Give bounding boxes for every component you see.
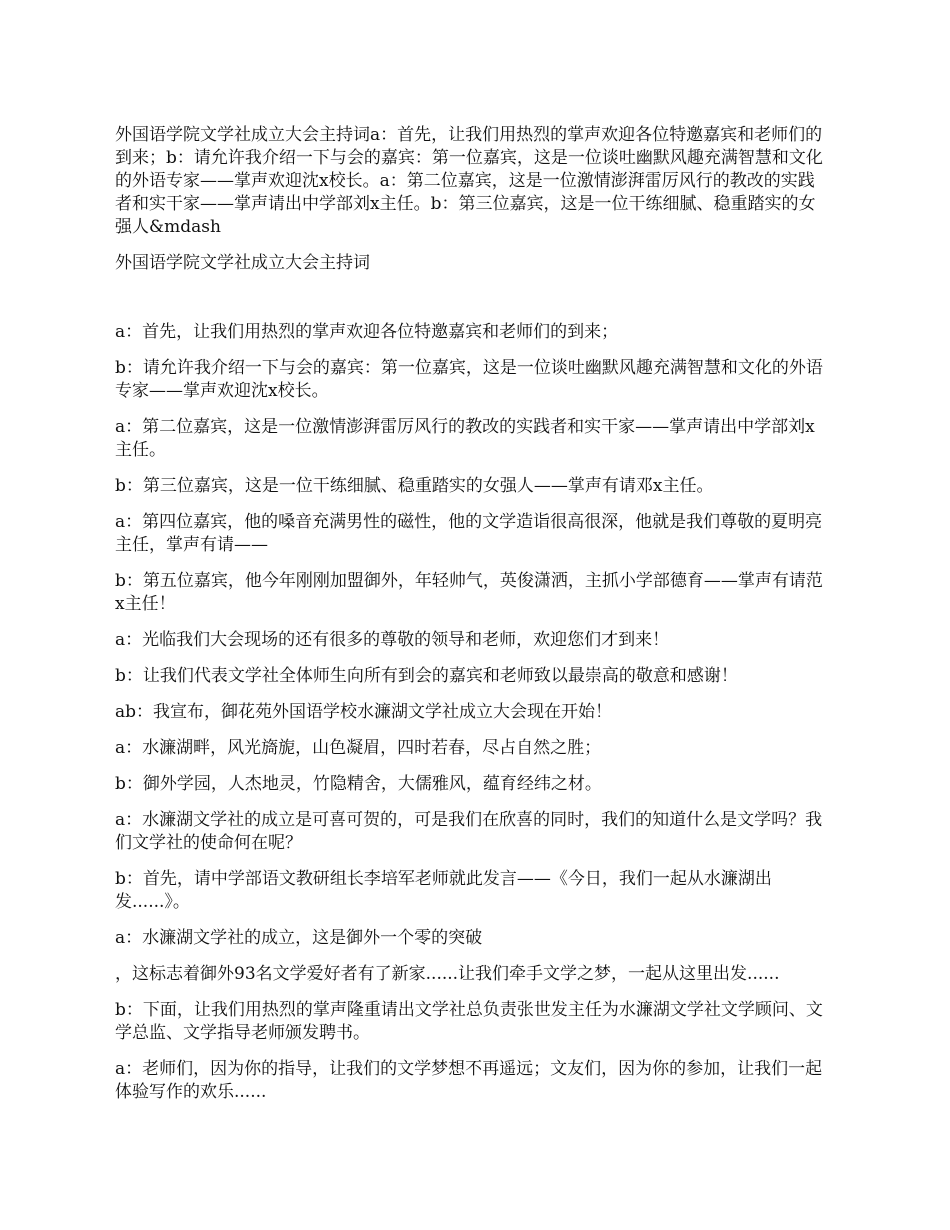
document-page (115, 124, 831, 1117)
paragraph: b：御外学园，人杰地灵，竹隐精舍，大儒雅风，蕴育经纬之材。 (115, 774, 602, 794)
paragraph: a：首先，让我们用热烈的掌声欢迎各位特邀嘉宾和老师们的到来； (115, 322, 619, 342)
paragraph: ab：我宣布，御花苑外国语学校水濂湖文学社成立大会现在开始！ (115, 702, 613, 722)
paragraph: a：水濂湖文学社的成立，这是御外一个零的突破 (115, 928, 483, 948)
paragraph: b：第五位嘉宾，他今年刚刚加盟御外，年轻帅气，英俊潇洒，主抓小学部德育——掌声有请范x主任！ (115, 571, 823, 614)
document-title: 外国语学院文学社成立大会主持词 (115, 253, 370, 273)
paragraph: b：请允许我介绍一下与会的嘉宾：第一位嘉宾，这是一位谈吐幽默风趣充满智慧和文化的外语专家——掌声欢迎沈x校长。 (115, 358, 823, 401)
paragraph: a：老师们，因为你的指导，让我们的文学梦想不再遥远；文友们，因为你的参加，让我们一起体验写作的欢乐...... (115, 1059, 823, 1102)
paragraph: b：让我们代表文学社全体师生向所有到会的嘉宾和老师致以最崇高的敬意和感谢！ (115, 666, 738, 686)
paragraph: a：水濂湖畔，风光旖旎，山色凝眉，四时若春，尽占自然之胜； (115, 738, 602, 758)
paragraph: a：第二位嘉宾，这是一位激情澎湃雷厉风行的教改的实践者和实干家——掌声请出中学部刘x主任。 (115, 417, 815, 460)
paragraph: b：下面，让我们用热烈的掌声隆重请出文学社总负责张世发主任为水濂湖文学社文学顾问、文学总监、文学指导老师颁发聘书。 (115, 1000, 823, 1043)
paragraph: ，这标志着御外93名文学爱好者有了新家......让我们牵手文学之梦，一起从这里出发...... (115, 964, 780, 984)
paragraph: a：水濂湖文学社的成立是可喜可贺的，可是我们在欣喜的同时，我们的知道什么是文学吗？我们文学社的使命何在呢？ (115, 810, 823, 853)
document-summary: 外国语学院文学社成立大会主持词a：首先，让我们用热烈的掌声欢迎各位特邀嘉宾和老师们的到来；b：请允许我介绍一下与会的嘉宾：第一位嘉宾，这是一位谈吐幽默风趣充满智慧和文化的外语专家——掌声欢迎沈x校长。a：第二位嘉宾，这是一位激情澎湃雷厉风行的教改的实践者和实干家——掌声请出中学部刘x主任。b：第三位嘉宾，这是一位干练细腻、稳重踏实的女强人&mdash (115, 125, 823, 237)
paragraph: b：首先，请中学部语文教研组长李培军老师就此发言——《今日，我们一起从水濂湖出发......》。 (115, 869, 772, 912)
paragraph: a：第四位嘉宾，他的嗓音充满男性的磁性，他的文学造诣很高很深，他就是我们尊敬的夏明亮主任，掌声有请—— (115, 512, 823, 555)
paragraph: a：光临我们大会现场的还有很多的尊敬的领导和老师，欢迎您们才到来！ (115, 630, 670, 650)
paragraph: b：第三位嘉宾，这是一位干练细腻、稳重踏实的女强人——掌声有请邓x主任。 (115, 476, 714, 496)
